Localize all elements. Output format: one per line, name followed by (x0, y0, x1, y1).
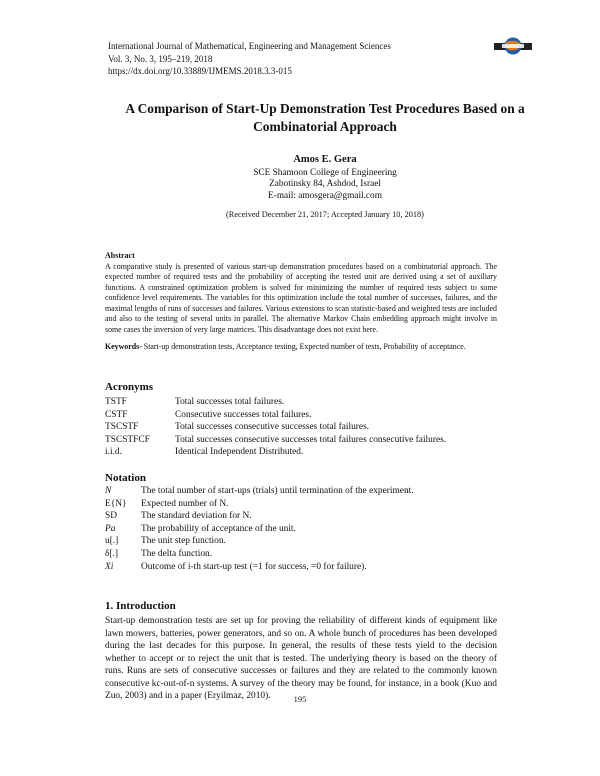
acronym-definition: Consecutive successes total failures. (175, 409, 312, 420)
notation-row (105, 510, 414, 523)
acronym-row (105, 434, 446, 447)
journal-logo-icon (494, 37, 532, 55)
journal-volume: Vol. 3, No. 3, 195–219, 2018 (108, 53, 213, 64)
introduction-text: Start-up demonstration tests are set up for proving the reliability of different kinds of equipment like lawn mowers, batteries, power generators, and so on. A whole bunch of procedures has been developed during the last decades for this purpose. In general, the results of these tests yield to the decision whether to accept or to reject the unit that is tested. The underlying theory is based on the theory of runs. Runs are sets of consecutive successes or failures and they are related to the commonly known consecutive kc-out-of-n systems. A survey of the theory may be found, for instance, in a book (Kuo and Zuo, 2003) and in a paper (Eryilmaz, 2010). (105, 616, 497, 701)
acronym-row (105, 446, 446, 459)
author-email: E-mail: amosgera@gmail.com (268, 190, 382, 201)
symbol: Pa (105, 523, 116, 534)
acronym: TSTF (105, 397, 127, 407)
symbol: SD (105, 511, 117, 522)
journal-header (108, 40, 391, 78)
notation-row (105, 485, 414, 498)
doi-link[interactable]: https://dx.doi.org/10.33889/IJMEMS.2018.3.3-015 (108, 66, 292, 76)
notation-row (105, 548, 414, 561)
symbol-definition: Expected number of N. (141, 498, 229, 509)
journal-name: International Journal of Mathematical, Engineering and Management Sciences (108, 41, 391, 51)
author-affiliation: SCE Shamoon College of Engineering (253, 167, 397, 178)
notation-row (105, 561, 414, 574)
notation-heading: Notation (105, 472, 146, 484)
author-block (90, 154, 560, 202)
acronym-definition: Identical Independent Distributed. (175, 447, 304, 458)
acronyms-list (105, 396, 446, 459)
acronym-definition: Total successes total failures. (175, 397, 285, 407)
abstract-text: A comparative study is presented of various start-up demonstration procedures based on a combinatorial approach. The expected number of required tests and the probability of accepting the tested unit are derived using a set of auxiliary functions. A constrained optimization problem is solved for minimizing the number of required tests subject to some confidence level requirements. The variables for this optimization include the total number of successes, failures, and the maximal lengths of runs of successes and failures. Various extensions to scan statistic-based and weighted tests are included and also to the testing of several units in parallel. The alternative Markov Chain embedding approach might involve in some cases the inversion of very large matrices. This disadvantage does not exist here. (105, 261, 497, 334)
symbol-definition: The unit step function. (141, 536, 226, 547)
received-dates: (Received December 21, 2017; Accepted January 10, 2018) (226, 210, 424, 219)
acronym: TSCSTF (105, 422, 139, 433)
symbol: E{N} (105, 498, 127, 509)
page-number: 195 (293, 694, 307, 704)
symbol-definition: The total number of start-ups (trials) until termination of the experiment. (141, 486, 414, 496)
symbol-definition: Outcome of i-th start-up test (=1 for success, =0 for failure). (141, 561, 367, 572)
keywords-text: Start-up demonstration tests, Acceptance testing, Expected number of tests, Probability of acceptance. (141, 342, 466, 351)
symbol-definition: The standard deviation for N. (141, 511, 252, 522)
symbol: Xi (105, 561, 114, 572)
acronym: CSTF (105, 409, 128, 420)
acronym-row (105, 396, 446, 409)
notation-row (105, 498, 414, 511)
symbol-definition: The probability of acceptance of the unit. (141, 523, 296, 534)
acronym-definition: Total successes consecutive successes total failures. (175, 422, 370, 433)
symbol-definition: The delta function. (141, 548, 213, 559)
acronym: TSCSTFCF (105, 434, 150, 445)
abstract-heading: Abstract (105, 251, 135, 260)
author-name: Amos E. Gera (293, 154, 357, 165)
symbol: N (105, 486, 112, 496)
acronym-row (105, 409, 446, 422)
paper-title: A Comparison of Start-Up Demonstration Test Procedures Based on a Combinatorial Approach (125, 101, 525, 134)
acronym-definition: Total successes consecutive successes total failures consecutive failures. (175, 434, 447, 445)
acronym: i.i.d. (105, 447, 122, 458)
symbol: u[.] (105, 536, 119, 547)
acronym-row (105, 421, 446, 434)
keywords-label: Keywords- (105, 342, 142, 351)
acronyms-heading: Acronyms (105, 381, 154, 393)
notation-list (105, 485, 414, 573)
notation-row (105, 523, 414, 536)
keywords (105, 342, 505, 351)
author-address: Zabotinsky 84, Ashdod, Israel (269, 179, 381, 190)
notation-row (105, 535, 414, 548)
introduction-heading: 1. Introduction (105, 600, 176, 612)
symbol: δ[.] (105, 548, 119, 559)
abstract (105, 251, 497, 335)
